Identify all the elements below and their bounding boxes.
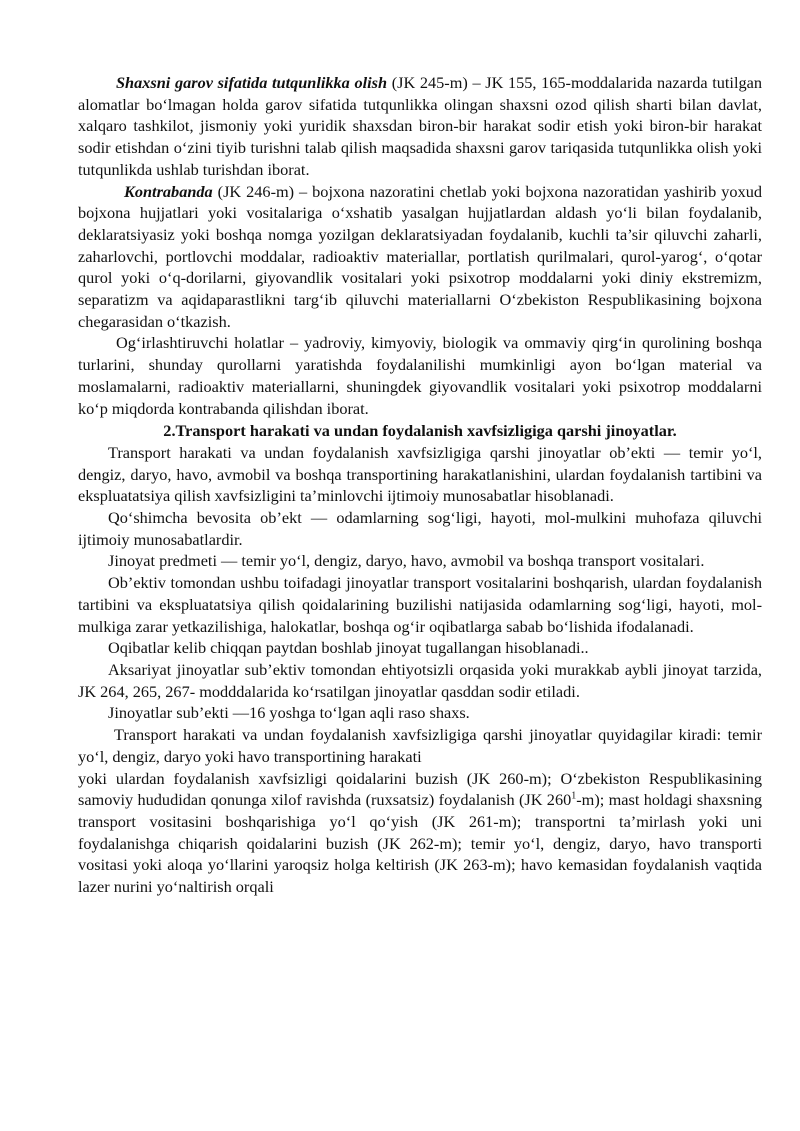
superscript: 1 [571,790,577,802]
paragraph-text: -m); mast holdagi shaxsning transport vositasini boshqarishiga yo‘l qo‘yish (JK 261-m); transportni ta’mirlash yoki uni foydalanishga chiqarish qoidalarini buzish (JK 262-m); temir yo‘l, dengiz, daryo, havo transporti vositasi yoki aloqa yo‘llarini yaroqsiz holga keltirish (JK 263-m); havo kemasidan foydalanish vaqtida lazer nurini yo‘naltirish orqali [78,790,763,897]
paragraph-crime-list [78,768,762,898]
paragraph-subject-matter: Jinoyat predmeti — temir yo‘l, dengiz, daryo, havo, avmobil va boshqa transport vositalari. [108,551,705,571]
paragraph-subjective-side: Aksariyat jinoyatlar sub’ektiv tomondan ehtiyotsizli orqasida yoki murakkab aybli jinoyat tarzida, JK 264, 265, 267- modddalarida ko‘rsatilgan jinoyatlar qasddan sodir etiladi. [78,659,762,701]
term-hostage: Shaxsni garov sifatida tutqunlikka olish [116,73,388,92]
paragraph-list-intro: Transport harakati va undan foydalanish xavfsizligiga qarshi jinoyatlar quyidagilar kiradi: temir yo‘l, dengiz, daryo yoki havo transportining harakati [78,725,762,766]
paragraph-text: (JK 245-m) – JK 155, 165-moddalarida nazarda tutilgan alomatlar bo‘lmagan holda garov sifatida tutqunlikka olingan shaxsni ozod qilish sharti bilan davlat, xalqaro tashkilot, jismoniy yoki yuridik shaxsdan biron-bir harakat sodir etish yoki biron-bir harakat sodir etishdan o‘zini tiyib turishni talab qilish maqsadida shaxsni garov tariqasida tutqunlikka olish yoki tutqunlikda ushlab turishdan iborat. [78,73,762,179]
term-smuggling: Kontrabanda [124,181,213,201]
paragraph-text: (JK 246-m) – bojxona nazoratini chetlab yoki bojxona nazoratidan yashirib yoxud bojxona hujjatlari yoki vositalariga o‘xshatib yasalgan hujjatlardan aldash yo‘li bilan foydalanib, deklaratsiyasiz yoki boshqa nomga yozilgan deklaratsiyadan foydalanib, kuchli ta’sir qiluvchi zaharli, zaharlovchi, portlovchi moddalar, radioaktiv materiallar, portlatish qurilmalari, qurol-yarog‘, o‘qotar qurol yoki o‘q-dorilarni, giyovandlik vositalari yoki psixotrop moddalarni yoki diniy ekstremizm, separatizm va aqidaparastlikni targ‘ib qiluvchi materiallarni O‘zbekiston Respublikasining bojxona chegarasidan o‘tkazish. [78,181,762,331]
paragraph-additional-object: Qo‘shimcha bevosita ob’ekt — odamlarning sog‘ligi, hayoti, mol-mulkini muhofaza qiluvchi ijtimoiy munosabatlardir. [78,508,762,549]
paragraph-consequences: Oqibatlar kelib chiqqan paytdan boshlab jinoyat tugallangan hisoblanadi.. [108,638,589,658]
paragraph-object: Transport harakati va undan foydalanish xavfsizligiga qarshi jinoyatlar ob’ekti — temir yo‘l, dengiz, daryo, havo, avmobil va boshqa transportining harakatlanishini, ulardan foydalanish tartibini va ekspluatatsiya qilish xavfsizligini ta’minlovchi ijtimoiy munosabatlar hisoblanadi. [78,442,762,506]
paragraph-hostage [78,72,762,181]
document-page [78,72,762,898]
section-heading: 2.Transport harakati va undan foydalanish xavfsizligiga qarshi jinoyatlar. [163,421,677,441]
paragraph-objective-side: Ob’ektiv tomondan ushbu toifadagi jinoyatlar transport vositalarini boshqarish, ulardan foydalanish tartibini va ekspluatatsiya qilish qoidalarining buzilishi natijasida odamlarning sog‘ligi, hayoti, mol-mulkiga zarar yetkazilishiga, halokatlar, boshqa og‘ir oqibatlarga sabab bo‘lishida ifodalanadi. [78,573,762,636]
paragraph-aggravating: Og‘irlashtiruvchi holatlar – yadroviy, kimyoviy, biologik va ommaviy qirg‘in qurolining boshqa turlarini, shunday qurollarni yaratishda foydalanilishi mumkinligi ayon bo‘lgan material va moslamalarni, radioaktiv materiallarni, shuningdek giyovandlik vositalari yoki psixotrop moddalarni ko‘p miqdorda kontrabanda qilishdan iborat. [78,333,762,418]
paragraph-smuggling [78,181,762,333]
paragraph-subject: Jinoyatlar sub’ekti —16 yoshga to‘lgan aqli raso shaxs. [108,703,470,723]
paragraph-text: yoki ulardan foydalanish xavfsizligi qoidalarini buzish (JK 260-m); O‘zbekiston Respublikasining samoviy hududidan qonunga xilof ravishda (ruxsatsiz) foydalanish (JK 260 [78,768,762,810]
